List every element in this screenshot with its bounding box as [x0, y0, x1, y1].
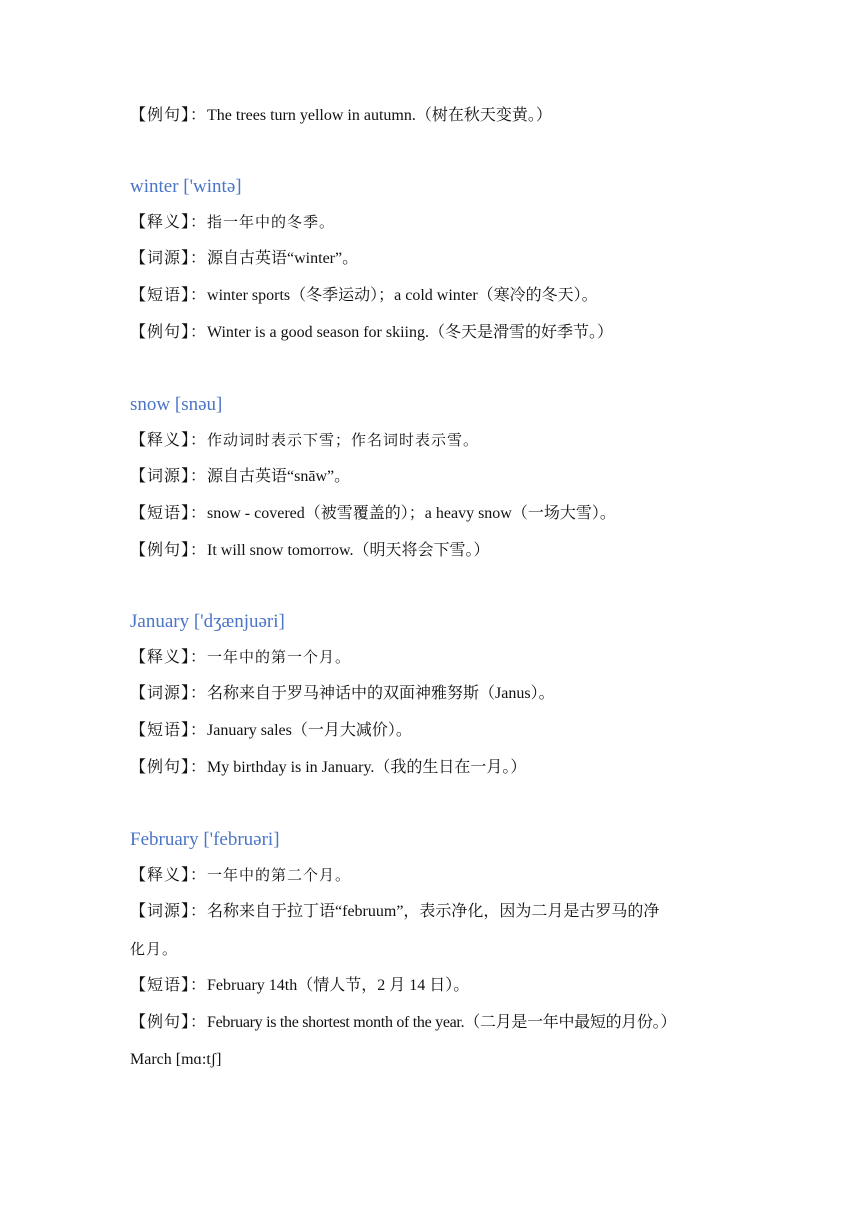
- field-text: 源自古英语“snāw”。: [207, 468, 351, 485]
- field-label: 【短语】：: [130, 287, 208, 304]
- field-text: 源自古英语“winter”。: [207, 250, 359, 267]
- example-line: [130, 757, 526, 779]
- field-label: 【词源】：: [130, 250, 208, 267]
- phrase-line: [130, 285, 598, 307]
- field-label: 【例句】：: [130, 324, 208, 341]
- etymology-line: [130, 683, 555, 705]
- field-text: 作动词时表示下雪；作名词时表示雪。: [207, 431, 480, 449]
- field-label: 【释义】：: [130, 214, 208, 231]
- field-text: February 14th（情人节，2 月 14 日）。: [207, 977, 470, 994]
- field-label: 【释义】：: [130, 867, 208, 884]
- phrase-line: [130, 975, 469, 997]
- entry-heading-february: February ['februəri]: [130, 829, 280, 850]
- field-label: 【释义】：: [130, 649, 208, 666]
- field-label: 【词源】：: [130, 468, 208, 485]
- etymology-continuation: [130, 938, 178, 961]
- example-line: [130, 322, 613, 344]
- definition-line: [130, 864, 351, 887]
- field-label: 【例句】：: [130, 107, 208, 124]
- entry-heading-january: January ['dʒænjuəri]: [130, 611, 285, 632]
- field-label: 【短语】：: [130, 977, 208, 994]
- field-text: 名称来自于拉丁语“februum”，表示净化，因为二月是古罗马的净: [207, 903, 660, 920]
- field-label: 【短语】：: [130, 722, 208, 739]
- field-text: February is the shortest month of the year.（二月是一年中最短的月份。）: [207, 1014, 677, 1031]
- etymology-line: [130, 466, 350, 488]
- definition-line: [130, 211, 335, 234]
- field-text: 指一年中的冬季。: [207, 213, 336, 231]
- field-text: It will snow tomorrow.（明天将会下雪。）: [207, 542, 490, 559]
- field-label: 【词源】：: [130, 685, 208, 702]
- phrase-line: [130, 503, 616, 525]
- field-text: Winter is a good season for skiing.（冬天是滑雪的好季节。）: [207, 324, 614, 341]
- field-text: 名称来自于罗马神话中的双面神雅努斯（Janus）。: [207, 685, 555, 702]
- phrase-line: [130, 720, 412, 742]
- field-text: 一年中的第一个月。: [207, 648, 352, 666]
- etymology-line: [130, 901, 659, 923]
- field-text: winter sports（冬季运动）；a cold winter（寒冷的冬天）。: [207, 287, 598, 304]
- next-entry-march: March [mɑ:tʃ]: [130, 1051, 222, 1068]
- entry-heading-snow: snow [snəu]: [130, 394, 223, 415]
- example-line: [130, 1012, 676, 1034]
- field-label: 【词源】：: [130, 903, 208, 920]
- field-text: My birthday is in January.（我的生日在一月。）: [207, 759, 527, 776]
- definition-line: [130, 646, 351, 669]
- field-label: 【短语】：: [130, 505, 208, 522]
- field-label: 【释义】：: [130, 432, 208, 449]
- field-text: 化月。: [130, 940, 179, 958]
- field-label: 【例句】：: [130, 542, 208, 559]
- field-label: 【例句】：: [130, 1014, 208, 1031]
- field-text: 一年中的第二个月。: [207, 866, 352, 884]
- etymology-line: [130, 248, 358, 270]
- definition-line: [130, 429, 479, 452]
- field-label: 【例句】：: [130, 759, 208, 776]
- entry-heading-winter: winter ['wintə]: [130, 176, 242, 197]
- field-text: January sales（一月大减价）。: [207, 722, 412, 739]
- field-text: snow - covered（被雪覆盖的）；a heavy snow（一场大雪）。: [207, 505, 616, 522]
- example-line: [130, 540, 490, 562]
- field-text: The trees turn yellow in autumn.（树在秋天变黄。）: [207, 107, 552, 124]
- example-line: [130, 105, 552, 127]
